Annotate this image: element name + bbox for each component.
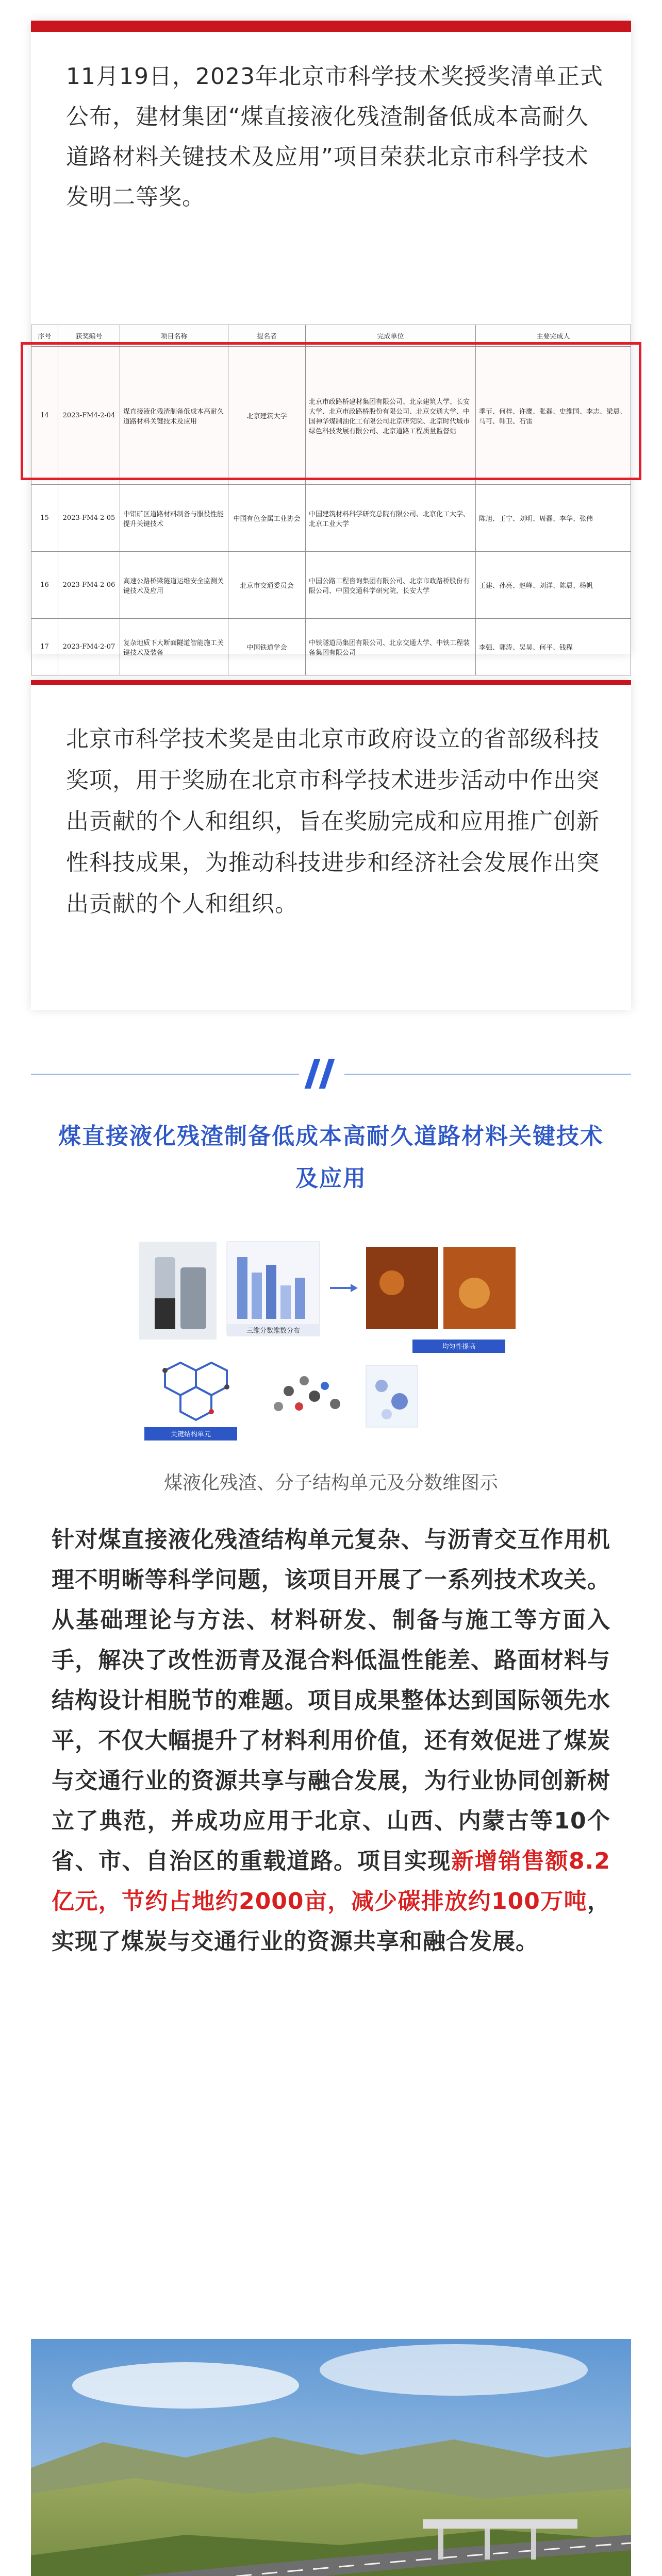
- unit-label: 关键结构单元: [170, 1431, 211, 1438]
- cell-code: 2023-FM4-2-05: [58, 485, 120, 552]
- cell-units: 中国公路工程咨询集团有限公司、北京市政路桥股份有限公司、中国交通科学研究院、长安大学: [306, 552, 476, 619]
- cell-people: 陈旭、王宁、刘明、周磊、李华、张伟: [476, 485, 631, 552]
- intro-card-top-bar: [31, 21, 631, 32]
- cell-name: 煤直接液化残渣制备低成本高耐久道路材料关键技术及应用: [120, 347, 228, 485]
- reflect-label: 均匀性提高: [442, 1343, 476, 1351]
- cell-units: 中铁隧道局集团有限公司、北京交通大学、中铁工程装备集团有限公司: [306, 619, 476, 675]
- cell-code: 2023-FM4-2-07: [58, 619, 120, 675]
- col-header-no: 序号: [31, 325, 58, 347]
- body-highlight: 新增销售额8.2亿元，节约占地约2000亩，减少碳排放约100万吨: [52, 1848, 611, 1914]
- molecule-cloud: [274, 1376, 340, 1411]
- table-row: [31, 485, 631, 552]
- highway-photo: [31, 2339, 631, 2576]
- divider-slash: [305, 1059, 321, 1089]
- cell-name: 中铝矿区道路材料制备与服役性能提升关键技术: [120, 485, 228, 552]
- body-part2: ，实现了煤炭与交通行业的资源共享和融合发展。: [52, 1888, 610, 1955]
- intro-paragraph: 11月19日，2023年北京市科学技术奖授奖清单正式公布，建材集团“煤直接液化残渣制备低成本高耐久道路材料关键技术及应用”项目荣获北京市科学技术发明二等奖。: [66, 63, 603, 210]
- cell-nominator: 中国铁道学会: [228, 619, 306, 675]
- body-part1: 针对煤直接液化残渣结构单元复杂、与沥青交互作用机理不明晰等科学问题，该项目开展了一系列技术攻关。从基础理论与方法、材料研发、制备与施工等方面入手，解决了改性沥青及混合料低温性能差、路面材料与结构设计相脱节的难题。项目成果整体达到国际领先水平，不仅大幅提升了材料利用价值，还有效促进了煤炭与交通行业的资源共享与融合发展，为行业协同创新树立了典范，并成功应用于北京、山西、内蒙古等10个省、市、自治区的重载道路。项目实现: [52, 1527, 610, 1874]
- cell-no: 16: [31, 552, 58, 619]
- divider-line-right: [344, 1074, 631, 1075]
- highway-photo-graphic: [31, 2339, 631, 2576]
- arrow-head-icon: [351, 1284, 358, 1292]
- cell-name: 高速公路桥梁隧道运维安全监测关键技术及应用: [120, 552, 228, 619]
- body-paragraph: [52, 1520, 610, 1962]
- description-card-bar: [31, 680, 631, 685]
- col-header-name: 项目名称: [120, 325, 228, 347]
- section-title: 煤直接液化残渣制备低成本高耐久道路材料关键技术及应用: [58, 1123, 604, 1192]
- col-header-nominator: 提名者: [228, 325, 306, 347]
- cell-no: 17: [31, 619, 58, 675]
- table-row: [31, 552, 631, 619]
- col-header-code: 获奖编号: [58, 325, 120, 347]
- structure-figure: [134, 1236, 528, 1453]
- col-header-units: 完成单位: [306, 325, 476, 347]
- cell-nominator: 北京市交通委员会: [228, 552, 306, 619]
- divider-slash: [319, 1059, 335, 1089]
- cell-nominator: 中国有色金属工业协会: [228, 485, 306, 552]
- analysis-label: 三维分数维数分布: [246, 1327, 301, 1335]
- cell-people: 季节、何梓、许鹰、张磊、史维国、李志、梁晨、马可、韩卫、石雷: [476, 347, 631, 485]
- cell-people: 李强、郭涛、吴昊、何平、钱程: [476, 619, 631, 675]
- sample-residue: [155, 1298, 175, 1329]
- sample-vial: [180, 1267, 206, 1329]
- col-header-people: 主要完成人: [476, 325, 631, 347]
- cell-units: 中国建筑材料科学研究总院有限公司、北京化工大学、北京工业大学: [306, 485, 476, 552]
- figure1-caption: 煤液化残渣、分子结构单元及分数维图示: [163, 1472, 498, 1494]
- table-row: [31, 619, 631, 675]
- description-paragraph: 北京市科学技术奖是由北京市政府设立的省部级科技奖项，用于奖励在北京市科学技术进步活动中作出突出贡献的个人和组织，旨在奖励完成和应用推广创新性科技成果，为推动科技进步和经济社会发展作出突出贡献的个人和组织。: [66, 726, 600, 917]
- cell-code: 2023-FM4-2-06: [58, 552, 120, 619]
- cell-no: 14: [31, 347, 58, 485]
- cell-name: 复杂地质下大断面隧道智能施工关键技术及装备: [120, 619, 228, 675]
- molecule-graphic: [162, 1363, 229, 1420]
- cell-nominator: 北京建筑大学: [228, 347, 306, 485]
- divider-line-left: [31, 1074, 299, 1075]
- highlight-frame: [21, 342, 641, 480]
- section-divider: [0, 1059, 662, 1090]
- structure-figure-graphic: [134, 1236, 528, 1453]
- cell-units: 北京市政路桥建材集团有限公司、北京建筑大学、长安大学、北京市政路桥股份有限公司、北京交通大学、中国神华煤制油化工有限公司北京研究院、北京时代城市绿色科技发展有限公司、北京道路工程质量监督站: [306, 347, 476, 485]
- cell-no: 15: [31, 485, 58, 552]
- cell-code: 2023-FM4-2-04: [58, 347, 120, 485]
- cell-people: 王建、孙亮、赵峰、刘洋、陈晨、杨帆: [476, 552, 631, 619]
